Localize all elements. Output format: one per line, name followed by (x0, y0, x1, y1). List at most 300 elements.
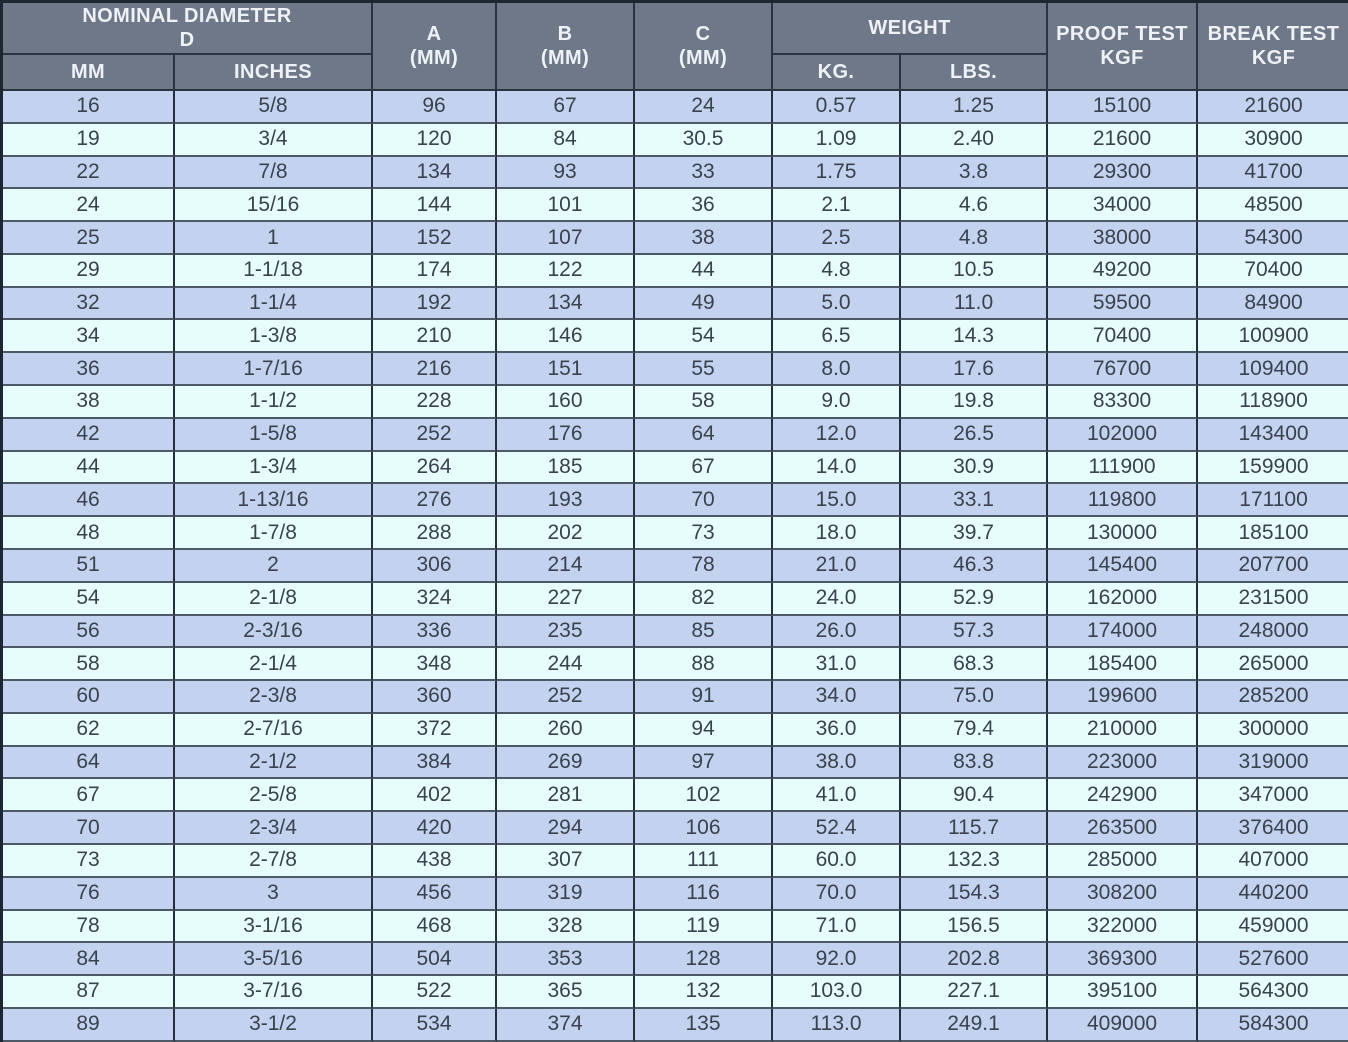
cell: 44 (635, 255, 773, 288)
cell: 162000 (1048, 583, 1198, 616)
cell: 409000 (1048, 1009, 1198, 1042)
cell: 118900 (1198, 386, 1348, 419)
cell: 34 (3, 320, 175, 353)
cell: 5/8 (175, 91, 373, 124)
cell: 307 (497, 845, 635, 878)
cell: 527600 (1198, 943, 1348, 976)
cell: 21.0 (773, 550, 901, 583)
cell: 2.1 (773, 189, 901, 222)
cell: 60 (3, 681, 175, 714)
cell: 146 (497, 320, 635, 353)
table-header (3, 3, 1348, 91)
cell: 84 (3, 943, 175, 976)
cell: 7/8 (175, 157, 373, 190)
cell: 2-1/4 (175, 648, 373, 681)
header-break-line1: BREAK TEST (1207, 23, 1340, 45)
cell: 1-3/4 (175, 452, 373, 485)
cell: 30.5 (635, 124, 773, 157)
table-row (3, 648, 1348, 681)
cell: 21600 (1048, 124, 1198, 157)
cell: 58 (635, 386, 773, 419)
cell: 193 (497, 484, 635, 517)
cell: 534 (373, 1009, 497, 1042)
header-a-mm (373, 3, 497, 91)
cell: 132.3 (901, 845, 1048, 878)
cell: 76 (3, 878, 175, 911)
cell: 263500 (1048, 812, 1198, 845)
cell: 36.0 (773, 714, 901, 747)
cell: 78 (3, 911, 175, 944)
table-row (3, 550, 1348, 583)
cell: 242900 (1048, 779, 1198, 812)
cell: 265000 (1198, 648, 1348, 681)
header-inches: INCHES (175, 55, 373, 91)
cell: 160 (497, 386, 635, 419)
cell: 281 (497, 779, 635, 812)
cell: 62 (3, 714, 175, 747)
table-row (3, 353, 1348, 386)
cell: 2 (175, 550, 373, 583)
cell: 73 (635, 517, 773, 550)
cell: 64 (3, 747, 175, 780)
cell: 360 (373, 681, 497, 714)
cell: 372 (373, 714, 497, 747)
cell: 214 (497, 550, 635, 583)
cell: 90.4 (901, 779, 1048, 812)
cell: 96 (373, 91, 497, 124)
cell: 4.6 (901, 189, 1048, 222)
table-row (3, 681, 1348, 714)
cell: 328 (497, 911, 635, 944)
cell: 365 (497, 976, 635, 1009)
cell: 24 (3, 189, 175, 222)
cell: 102 (635, 779, 773, 812)
cell: 30.9 (901, 452, 1048, 485)
header-b-line2: (MM) (540, 47, 590, 69)
cell: 322000 (1048, 911, 1198, 944)
cell: 3/4 (175, 124, 373, 157)
cell: 51 (3, 550, 175, 583)
cell: 24 (635, 91, 773, 124)
cell: 111900 (1048, 452, 1198, 485)
cell: 82 (635, 583, 773, 616)
cell: 46.3 (901, 550, 1048, 583)
header-nominal-diameter-line1: NOMINAL DIAMETER (82, 5, 292, 27)
cell: 57.3 (901, 616, 1048, 649)
cell: 227.1 (901, 976, 1048, 1009)
cell: 2.5 (773, 222, 901, 255)
cell: 2-3/16 (175, 616, 373, 649)
cell: 228 (373, 386, 497, 419)
cell: 324 (373, 583, 497, 616)
table-row (3, 714, 1348, 747)
cell: 16 (3, 91, 175, 124)
cell: 252 (373, 419, 497, 452)
cell: 113.0 (773, 1009, 901, 1042)
header-c-mm (635, 3, 773, 91)
cell: 49200 (1048, 255, 1198, 288)
cell: 185400 (1048, 648, 1198, 681)
header-break-test (1198, 3, 1348, 91)
cell: 29300 (1048, 157, 1198, 190)
cell: 31.0 (773, 648, 901, 681)
header-mm: MM (3, 55, 175, 91)
header-c-line2: (MM) (678, 47, 728, 69)
cell: 106 (635, 812, 773, 845)
cell: 152 (373, 222, 497, 255)
cell: 58 (3, 648, 175, 681)
table-row (3, 386, 1348, 419)
table-row (3, 320, 1348, 353)
cell: 26.0 (773, 616, 901, 649)
cell: 59500 (1048, 288, 1198, 321)
cell: 44 (3, 452, 175, 485)
cell: 151 (497, 353, 635, 386)
cell: 22 (3, 157, 175, 190)
cell: 34.0 (773, 681, 901, 714)
cell: 171100 (1198, 484, 1348, 517)
table-row (3, 616, 1348, 649)
cell: 60.0 (773, 845, 901, 878)
cell: 176 (497, 419, 635, 452)
cell: 102000 (1048, 419, 1198, 452)
cell: 2-7/8 (175, 845, 373, 878)
cell: 25 (3, 222, 175, 255)
cell: 216 (373, 353, 497, 386)
cell: 308200 (1048, 878, 1198, 911)
cell: 395100 (1048, 976, 1198, 1009)
cell: 440200 (1198, 878, 1348, 911)
table-row (3, 845, 1348, 878)
cell: 1.25 (901, 91, 1048, 124)
cell: 276 (373, 484, 497, 517)
cell: 130000 (1048, 517, 1198, 550)
cell: 347000 (1198, 779, 1348, 812)
cell: 70400 (1048, 320, 1198, 353)
cell: 1-1/2 (175, 386, 373, 419)
cell: 202.8 (901, 943, 1048, 976)
cell: 12.0 (773, 419, 901, 452)
cell: 134 (497, 288, 635, 321)
cell: 49 (635, 288, 773, 321)
cell: 120 (373, 124, 497, 157)
cell: 26.5 (901, 419, 1048, 452)
cell: 2-1/8 (175, 583, 373, 616)
cell: 128 (635, 943, 773, 976)
cell: 1-3/8 (175, 320, 373, 353)
cell: 294 (497, 812, 635, 845)
cell: 384 (373, 747, 497, 780)
cell: 46 (3, 484, 175, 517)
cell: 15.0 (773, 484, 901, 517)
cell: 75.0 (901, 681, 1048, 714)
cell: 89 (3, 1009, 175, 1042)
cell: 19 (3, 124, 175, 157)
cell: 522 (373, 976, 497, 1009)
cell: 2-5/8 (175, 779, 373, 812)
table-row (3, 976, 1348, 1009)
cell: 319000 (1198, 747, 1348, 780)
cell: 1.75 (773, 157, 901, 190)
cell: 36 (3, 353, 175, 386)
table-row (3, 255, 1348, 288)
cell: 288 (373, 517, 497, 550)
table-row (3, 583, 1348, 616)
cell: 202 (497, 517, 635, 550)
header-break-line2: KGF (1251, 47, 1296, 69)
cell: 144 (373, 189, 497, 222)
cell: 93 (497, 157, 635, 190)
cell: 376400 (1198, 812, 1348, 845)
header-b-mm (497, 3, 635, 91)
cell: 300000 (1198, 714, 1348, 747)
cell: 2-1/2 (175, 747, 373, 780)
cell: 33.1 (901, 484, 1048, 517)
cell: 154.3 (901, 878, 1048, 911)
cell: 210000 (1048, 714, 1198, 747)
cell: 438 (373, 845, 497, 878)
cell: 8.0 (773, 353, 901, 386)
cell: 38.0 (773, 747, 901, 780)
cell: 1-13/16 (175, 484, 373, 517)
cell: 67 (497, 91, 635, 124)
header-a-line1: A (426, 23, 442, 45)
cell: 55 (635, 353, 773, 386)
cell: 87 (3, 976, 175, 1009)
cell: 70 (635, 484, 773, 517)
cell: 21600 (1198, 91, 1348, 124)
cell: 244 (497, 648, 635, 681)
cell: 468 (373, 911, 497, 944)
cell: 19.8 (901, 386, 1048, 419)
cell: 100900 (1198, 320, 1348, 353)
cell: 264 (373, 452, 497, 485)
cell: 285200 (1198, 681, 1348, 714)
cell: 210 (373, 320, 497, 353)
cell: 2-7/16 (175, 714, 373, 747)
cell: 122 (497, 255, 635, 288)
cell: 70400 (1198, 255, 1348, 288)
cell: 3-7/16 (175, 976, 373, 1009)
table-row (3, 943, 1348, 976)
table-row (3, 747, 1348, 780)
cell: 83.8 (901, 747, 1048, 780)
cell: 2.40 (901, 124, 1048, 157)
cell: 353 (497, 943, 635, 976)
cell: 1 (175, 222, 373, 255)
cell: 54 (635, 320, 773, 353)
header-a-line2: (MM) (409, 47, 459, 69)
cell: 101 (497, 189, 635, 222)
cell: 34000 (1048, 189, 1198, 222)
cell: 456 (373, 878, 497, 911)
cell: 84900 (1198, 288, 1348, 321)
cell: 119800 (1048, 484, 1198, 517)
cell: 67 (3, 779, 175, 812)
cell: 143400 (1198, 419, 1348, 452)
cell: 54 (3, 583, 175, 616)
cell: 36 (635, 189, 773, 222)
cell: 73 (3, 845, 175, 878)
cell: 15/16 (175, 189, 373, 222)
cell: 174000 (1048, 616, 1198, 649)
table-row (3, 878, 1348, 911)
cell: 111 (635, 845, 773, 878)
cell: 91 (635, 681, 773, 714)
cell: 3 (175, 878, 373, 911)
cell: 374 (497, 1009, 635, 1042)
cell: 235 (497, 616, 635, 649)
cell: 223000 (1048, 747, 1198, 780)
cell: 68.3 (901, 648, 1048, 681)
cell: 0.57 (773, 91, 901, 124)
cell: 11.0 (901, 288, 1048, 321)
cell: 145400 (1048, 550, 1198, 583)
cell: 584300 (1198, 1009, 1348, 1042)
cell: 14.3 (901, 320, 1048, 353)
cell: 9.0 (773, 386, 901, 419)
table-row (3, 157, 1348, 190)
cell: 71.0 (773, 911, 901, 944)
cell: 70.0 (773, 878, 901, 911)
cell: 84 (497, 124, 635, 157)
table-row (3, 189, 1348, 222)
cell: 1-7/16 (175, 353, 373, 386)
header-weight: WEIGHT (773, 3, 1048, 55)
header-nominal-diameter-line2: D (179, 29, 195, 51)
cell: 38000 (1048, 222, 1198, 255)
cell: 41.0 (773, 779, 901, 812)
cell: 67 (635, 452, 773, 485)
cell: 207700 (1198, 550, 1348, 583)
cell: 79.4 (901, 714, 1048, 747)
table-row (3, 779, 1348, 812)
cell: 199600 (1048, 681, 1198, 714)
cell: 1-5/8 (175, 419, 373, 452)
cell: 185 (497, 452, 635, 485)
cell: 4.8 (773, 255, 901, 288)
cell: 56 (3, 616, 175, 649)
cell: 336 (373, 616, 497, 649)
cell: 420 (373, 812, 497, 845)
cell: 42 (3, 419, 175, 452)
cell: 1.09 (773, 124, 901, 157)
table-row (3, 288, 1348, 321)
table-row (3, 812, 1348, 845)
table-row (3, 124, 1348, 157)
cell: 156.5 (901, 911, 1048, 944)
cell: 1-7/8 (175, 517, 373, 550)
cell: 33 (635, 157, 773, 190)
table-row (3, 911, 1348, 944)
cell: 348 (373, 648, 497, 681)
cell: 6.5 (773, 320, 901, 353)
cell: 52.4 (773, 812, 901, 845)
cell: 10.5 (901, 255, 1048, 288)
table-row (3, 222, 1348, 255)
cell: 48500 (1198, 189, 1348, 222)
cell: 18.0 (773, 517, 901, 550)
cell: 174 (373, 255, 497, 288)
cell: 3-1/16 (175, 911, 373, 944)
cell: 319 (497, 878, 635, 911)
cell: 109400 (1198, 353, 1348, 386)
cell: 4.8 (901, 222, 1048, 255)
cell: 14.0 (773, 452, 901, 485)
cell: 38 (635, 222, 773, 255)
cell: 88 (635, 648, 773, 681)
cell: 3-5/16 (175, 943, 373, 976)
cell: 132 (635, 976, 773, 1009)
cell: 1-1/4 (175, 288, 373, 321)
table-row (3, 484, 1348, 517)
cell: 306 (373, 550, 497, 583)
header-nominal-diameter (3, 3, 373, 55)
cell: 70 (3, 812, 175, 845)
cell: 107 (497, 222, 635, 255)
cell: 564300 (1198, 976, 1348, 1009)
cell: 119 (635, 911, 773, 944)
cell: 260 (497, 714, 635, 747)
cell: 192 (373, 288, 497, 321)
header-proof-line2: KGF (1100, 47, 1144, 69)
cell: 30900 (1198, 124, 1348, 157)
cell: 2-3/4 (175, 812, 373, 845)
cell: 185100 (1198, 517, 1348, 550)
cell: 64 (635, 419, 773, 452)
header-proof-line1: PROOF TEST (1056, 23, 1188, 45)
cell: 32 (3, 288, 175, 321)
cell: 29 (3, 255, 175, 288)
cell: 231500 (1198, 583, 1348, 616)
table-row (3, 1009, 1348, 1042)
cell: 134 (373, 157, 497, 190)
table-row (3, 517, 1348, 550)
cell: 15100 (1048, 91, 1198, 124)
cell: 78 (635, 550, 773, 583)
cell: 97 (635, 747, 773, 780)
cell: 39.7 (901, 517, 1048, 550)
cell: 135 (635, 1009, 773, 1042)
cell: 94 (635, 714, 773, 747)
cell: 3-1/2 (175, 1009, 373, 1042)
cell: 459000 (1198, 911, 1348, 944)
cell: 2-3/8 (175, 681, 373, 714)
cell: 76700 (1048, 353, 1198, 386)
cell: 285000 (1048, 845, 1198, 878)
cell: 115.7 (901, 812, 1048, 845)
cell: 103.0 (773, 976, 901, 1009)
cell: 48 (3, 517, 175, 550)
cell: 159900 (1198, 452, 1348, 485)
cell: 1-1/18 (175, 255, 373, 288)
cell: 83300 (1048, 386, 1198, 419)
cell: 17.6 (901, 353, 1048, 386)
cell: 269 (497, 747, 635, 780)
cell: 248000 (1198, 616, 1348, 649)
header-proof-test (1048, 3, 1198, 91)
cell: 38 (3, 386, 175, 419)
cell: 54300 (1198, 222, 1348, 255)
cell: 3.8 (901, 157, 1048, 190)
cell: 369300 (1048, 943, 1198, 976)
header-kg: KG. (773, 55, 901, 91)
cell: 92.0 (773, 943, 901, 976)
cell: 252 (497, 681, 635, 714)
header-c-line1: C (695, 23, 711, 45)
table-row (3, 419, 1348, 452)
cell: 402 (373, 779, 497, 812)
